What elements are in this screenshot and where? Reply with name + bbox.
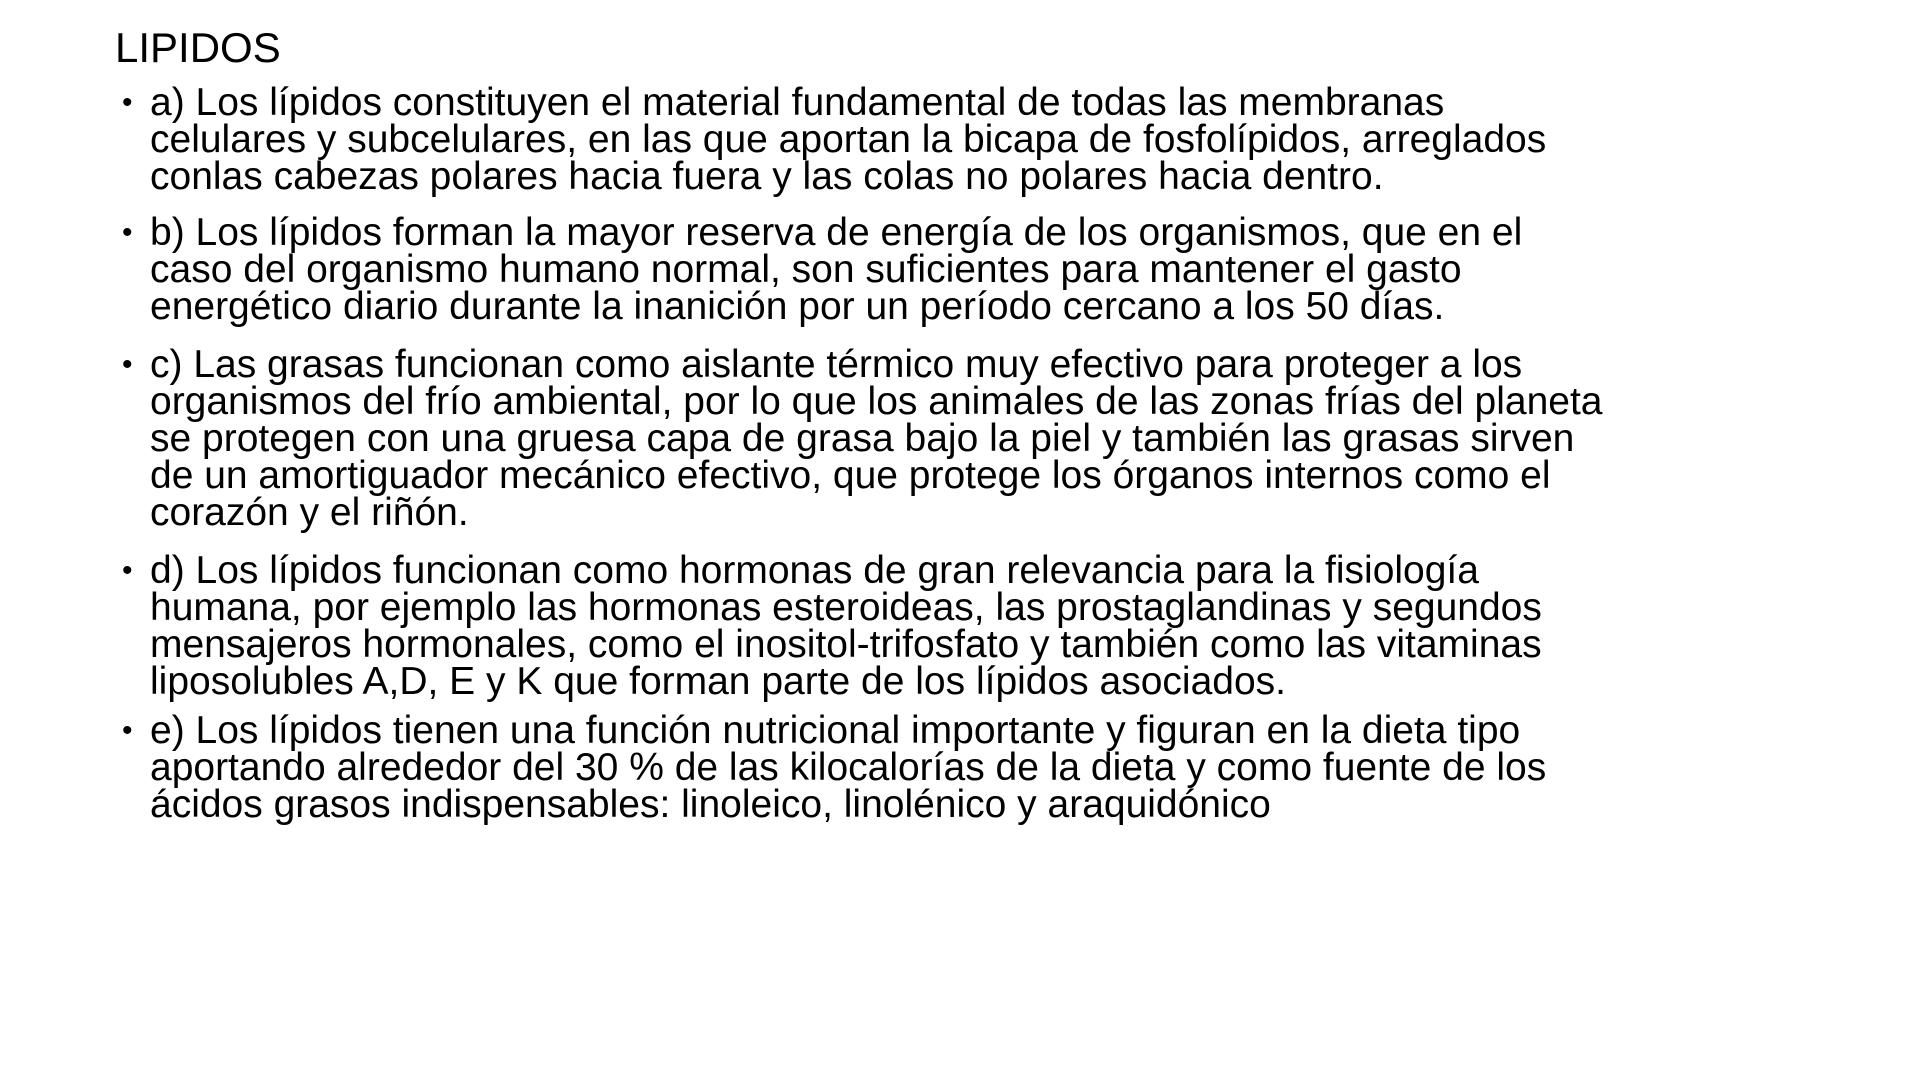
bullet-icon: • <box>122 86 133 119</box>
bullet-text-line: aportando alrededor del 30 % de las kilocalorías de la dieta y como fuente de los <box>150 746 1547 789</box>
bullet-text-line: conlas cabezas polares hacia fuera y las colas no polares hacia dentro. <box>150 155 1384 198</box>
bullet-text-line: humana, por ejemplo las hormonas esteroideas, las prostaglandinas y segundos <box>150 586 1542 629</box>
bullet-text-line: ácidos grasos indispensables: linoleico, linolénico y araquidónico <box>150 783 1271 826</box>
bullet-icon: • <box>122 216 133 249</box>
bullet-text-line: d) Los lípidos funcionan como hormonas de gran relevancia para la fisiología <box>150 549 1479 592</box>
bullet-text-line: b) Los lípidos forman la mayor reserva de energía de los organismos, que en el <box>150 211 1523 254</box>
bullet-item-b <box>122 211 1890 328</box>
bullet-text-line: se protegen con una gruesa capa de grasa bajo la piel y también las grasas sirven <box>150 417 1575 460</box>
bullet-icon: • <box>122 714 133 747</box>
bullet-text-line: de un amortiguador mecánico efectivo, que protege los órganos internos como el <box>150 454 1551 497</box>
bullet-item-c <box>122 343 1890 534</box>
bullet-item-e <box>122 709 1890 826</box>
bullet-text-line: mensajeros hormonales, como el inositol-trifosfato y también como las vitaminas <box>150 623 1542 666</box>
bullet-item-d <box>122 549 1890 703</box>
bullet-text-line: energético diario durante la inanición por un período cercano a los 50 días. <box>150 285 1445 328</box>
bullet-text-line: a) Los lípidos constituyen el material fundamental de todas las membranas <box>150 81 1445 124</box>
bullet-text-line: c) Las grasas funcionan como aislante térmico muy efectivo para proteger a los <box>150 343 1523 386</box>
slide-title: LIPIDOS <box>115 24 281 71</box>
bullet-icon: • <box>122 348 133 381</box>
bullet-text-line: caso del organismo humano normal, son suficientes para mantener el gasto <box>150 248 1462 291</box>
bullet-text-line: liposolubles A,D, E y K que forman parte de los lípidos asociados. <box>150 660 1286 703</box>
bullet-text-line: corazón y el riñón. <box>150 491 469 534</box>
bullet-text-line: e) Los lípidos tienen una función nutricional importante y figuran en la dieta tipo <box>150 709 1521 752</box>
bullet-icon: • <box>122 554 133 587</box>
bullet-text-line: organismos del frío ambiental, por lo que los animales de las zonas frías del planeta <box>150 380 1603 423</box>
bullet-text-line: celulares y subcelulares, en las que aportan la bicapa de fosfolípidos, arreglados <box>150 118 1547 161</box>
bullet-item-a <box>122 81 1890 198</box>
